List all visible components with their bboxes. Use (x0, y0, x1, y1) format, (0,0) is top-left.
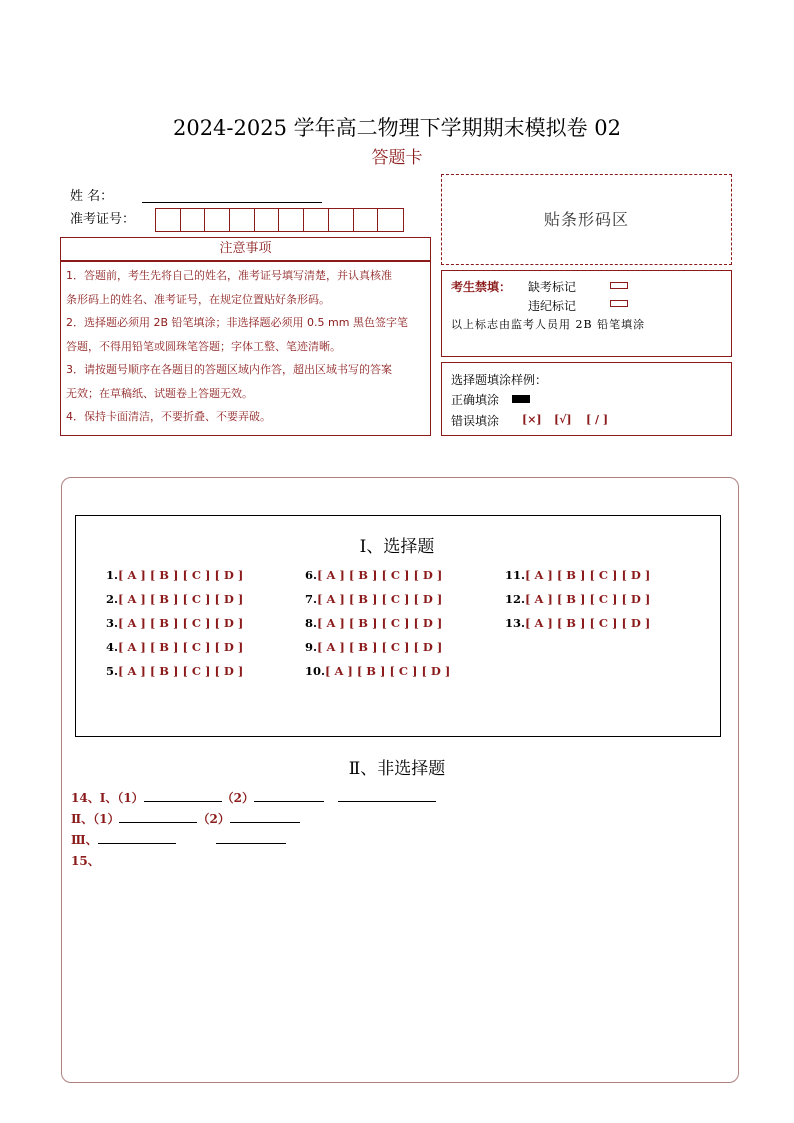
question-options: [ A ] [ B ] [ C ] [ D ] (118, 592, 244, 606)
question-2[interactable] (106, 592, 243, 606)
section1-title: Ⅰ、选择题 (359, 537, 435, 557)
question-11[interactable] (505, 568, 650, 582)
answer-line[interactable] (254, 789, 324, 802)
id-boxes[interactable] (155, 208, 404, 232)
question-options: [ A ] [ B ] [ C ] [ D ] (317, 640, 443, 654)
absent-label: 缺考标记 (528, 280, 577, 294)
id-digit-box[interactable] (378, 209, 403, 231)
notes-title-box (60, 237, 431, 261)
correct-fill-label: 正确填涂 (451, 393, 500, 407)
question-options: [ A ] [ B ] [ C ] [ D ] (118, 616, 244, 630)
question-13[interactable] (505, 616, 650, 630)
question-1[interactable] (106, 568, 243, 582)
id-digit-box[interactable] (181, 209, 206, 231)
question-number: 13. (505, 616, 526, 630)
question-number: 2. (106, 592, 119, 606)
note-2-line1: 2．选择题必须用 2B 铅笔填涂；非选择题必须用 0.5 mm 黑色签字笔 (66, 316, 408, 329)
id-label: 准考证号： (70, 212, 136, 227)
id-digit-box[interactable] (279, 209, 304, 231)
id-digit-box[interactable] (354, 209, 379, 231)
question-10[interactable] (305, 664, 450, 678)
question-options: [ A ] [ B ] [ C ] [ D ] (525, 616, 651, 630)
answer-line[interactable] (216, 831, 286, 844)
question-options: [ A ] [ B ] [ C ] [ D ] (525, 592, 651, 606)
question-options: [ A ] [ B ] [ C ] [ D ] (317, 592, 443, 606)
wrong-example-2: [√] (554, 413, 572, 426)
question-9[interactable] (305, 640, 442, 654)
q14-row-3 (71, 831, 286, 848)
question-options: [ A ] [ B ] [ C ] [ D ] (118, 664, 244, 678)
answer-line[interactable] (98, 831, 176, 844)
note-1-line2: 条形码上的姓名、准考证号，在规定位置贴好条形码。 (66, 292, 330, 306)
wrong-fill-label: 错误填涂 (451, 414, 500, 428)
page-title: 2024-2025 学年高二物理下学期期末模拟卷 02 (172, 116, 622, 140)
question-3[interactable] (106, 616, 243, 630)
question-number: 1. (106, 568, 119, 582)
question-number: 11. (505, 568, 526, 582)
part3-label: Ⅲ、 (71, 833, 98, 847)
question-number: 12. (505, 592, 526, 606)
note-2-line2: 答题，不得用铅笔或圆珠笔答题；字体工整、笔迹清晰。 (66, 339, 341, 353)
question-options: [ A ] [ B ] [ C ] [ D ] (525, 568, 651, 582)
answer-line[interactable] (230, 810, 300, 823)
answer-line[interactable] (338, 789, 436, 802)
question-number: 7. (305, 592, 318, 606)
exam-marks-label: 考生禁填： (451, 280, 512, 294)
barcode-label: 贴条形码区 (543, 210, 629, 229)
note-4-line1: 4．保持卡面清洁，不要折叠、不要弄破。 (66, 410, 271, 423)
wrong-example-3: [ / ] (586, 413, 609, 426)
answer-line[interactable] (144, 789, 222, 802)
question-number: 10. (305, 664, 326, 678)
fill-sample-title: 选择题填涂样例： (451, 373, 548, 387)
notes-box (60, 261, 431, 436)
note-3-line2: 无效；在草稿纸、试题卷上答题无效。 (66, 386, 253, 400)
page-subtitle: 答题卡 (371, 148, 423, 168)
part2-p2-label: （2） (197, 812, 230, 826)
question-number: 5. (106, 664, 119, 678)
wrong-example-1: [×] (522, 413, 542, 426)
name-label: 姓 名： (70, 189, 114, 204)
violation-label: 违纪标记 (528, 299, 577, 313)
question-number: 9. (305, 640, 318, 654)
note-1-line1: 1．答题前，考生先将自己的姓名，准考证号填写清楚，并认真核准 (66, 269, 392, 282)
question-options: [ A ] [ B ] [ C ] [ D ] (118, 640, 244, 654)
q14-label: 14、 (71, 791, 100, 805)
part2-label: Ⅱ、（1） (71, 812, 120, 826)
barcode-area (441, 174, 732, 265)
note-3-line1: 3．请按题号顺序在各题目的答题区域内作答，超出区域书写的答案 (66, 363, 392, 376)
question-options: [ A ] [ B ] [ C ] [ D ] (118, 568, 244, 582)
question-options: [ A ] [ B ] [ C ] [ D ] (325, 664, 451, 678)
id-digit-box[interactable] (255, 209, 280, 231)
section2-title: Ⅱ、非选择题 (348, 759, 446, 779)
question-options: [ A ] [ B ] [ C ] [ D ] (317, 616, 443, 630)
question-6[interactable] (305, 568, 442, 582)
question-options: [ A ] [ B ] [ C ] [ D ] (317, 568, 443, 582)
q14-part1-label: Ⅰ、（1） (99, 791, 144, 805)
id-digit-box[interactable] (329, 209, 354, 231)
name-line[interactable] (142, 201, 322, 203)
id-digit-box[interactable] (230, 209, 255, 231)
q14-row-1 (71, 789, 436, 806)
id-digit-box[interactable] (205, 209, 230, 231)
question-number: 4. (106, 640, 119, 654)
correct-fill-mark (512, 395, 530, 403)
notes-title: 注意事项 (219, 241, 272, 256)
absent-mark-box[interactable] (610, 282, 628, 289)
q15-label: 15、 (71, 854, 100, 868)
question-number: 6. (305, 568, 318, 582)
question-number: 3. (106, 616, 119, 630)
violation-mark-box[interactable] (610, 300, 628, 307)
question-5[interactable] (106, 664, 243, 678)
q14-part1-p2-label: （2） (221, 791, 255, 805)
question-12[interactable] (505, 592, 650, 606)
question-number: 8. (305, 616, 318, 630)
id-digit-box[interactable] (304, 209, 329, 231)
id-digit-box[interactable] (156, 209, 181, 231)
question-4[interactable] (106, 640, 243, 654)
q14-row-2 (71, 810, 300, 827)
question-8[interactable] (305, 616, 442, 630)
answer-line[interactable] (119, 810, 197, 823)
question-7[interactable] (305, 592, 442, 606)
exam-marks-note: 以上标志由监考人员用 2B 铅笔填涂 (451, 318, 646, 331)
